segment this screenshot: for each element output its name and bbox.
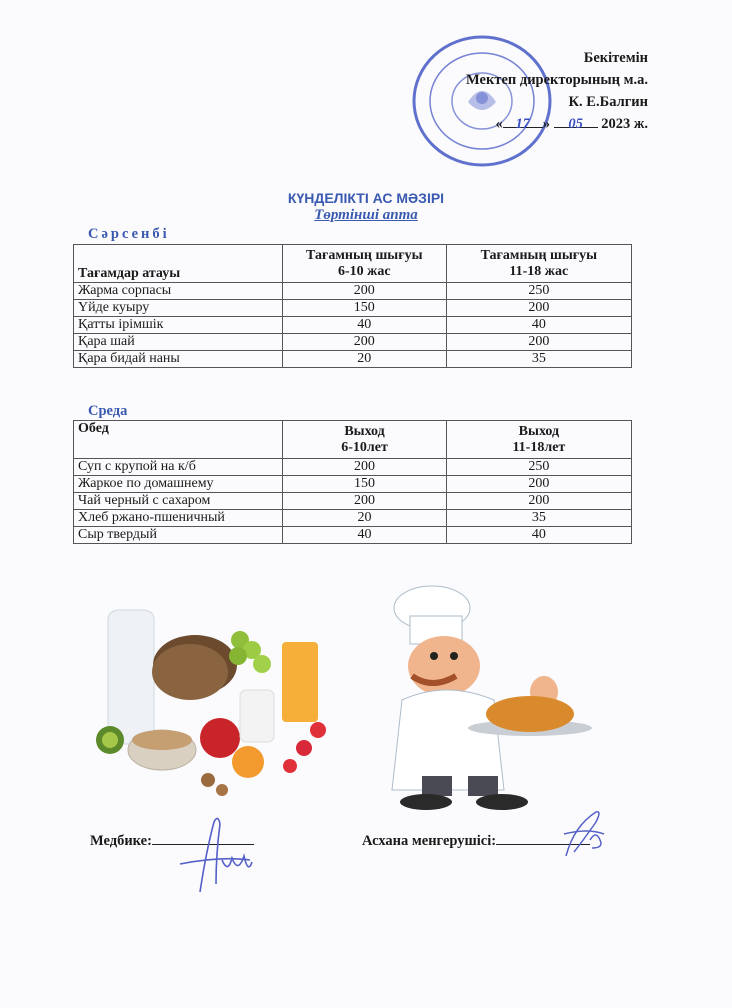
menu-table-ru xyxy=(73,420,632,544)
header-output-6-10: Выход 6-10лет xyxy=(283,421,446,459)
approval-line-2: Мектеп директорының м.а. xyxy=(466,72,648,88)
day-label-kz: Сәрсенбі xyxy=(88,226,170,242)
nurse-signature-icon xyxy=(160,812,270,898)
date-month: 05 xyxy=(554,113,598,128)
header-output-11-18: Выход 11-18лет xyxy=(446,421,631,459)
canteen-signature-icon xyxy=(556,806,616,862)
approval-line-3: К. Е.Балгин xyxy=(568,94,648,110)
healthy-food-image xyxy=(90,580,350,810)
date-year: 2023 ж. xyxy=(601,116,648,132)
date-day: 17 xyxy=(503,113,543,128)
approval-line-1: Бекітемін xyxy=(583,50,648,66)
table-row: Сыр твердый 40 40 xyxy=(74,527,632,544)
table-row: Үйде куыру 150 200 xyxy=(74,300,632,317)
chef-image xyxy=(352,580,632,812)
table-row: Қара бидай наны 20 35 xyxy=(74,351,632,368)
table-row: Суп с крупой на к/б 200 250 xyxy=(74,459,632,476)
table-row: Чай черный с сахаром 200 200 xyxy=(74,493,632,510)
table-row: Қатты ірімшік 40 40 xyxy=(74,317,632,334)
table-row: Жаркое по домашнему 150 200 xyxy=(74,476,632,493)
header-yield-6-10: Тағамның шығуы 6-10 жас xyxy=(282,245,446,283)
header-dish: Тағамдар атауы xyxy=(74,245,283,283)
page-title: КҮНДЕЛІКТІ АС МӘЗІРІ xyxy=(287,190,445,206)
table-row: Хлеб ржано-пшеничный 20 35 xyxy=(74,510,632,527)
day-label-ru: Среда xyxy=(88,403,128,419)
nurse-label: Медбике: xyxy=(90,833,152,849)
canteen-label: Асхана менгерушісі: xyxy=(362,833,497,849)
header-lunch: Обед xyxy=(74,421,283,459)
table-row: Қара шай 200 200 xyxy=(74,334,632,351)
page-subtitle: Төртінші апта xyxy=(314,207,418,223)
header-yield-11-18: Тағамның шығуы 11-18 жас xyxy=(446,245,631,283)
menu-table-kz xyxy=(73,244,632,368)
table-row: Жарма сорпасы 200 250 xyxy=(74,283,632,300)
approval-date: « 17 » 05 2023 ж. xyxy=(466,113,648,135)
approval-block xyxy=(466,47,648,135)
